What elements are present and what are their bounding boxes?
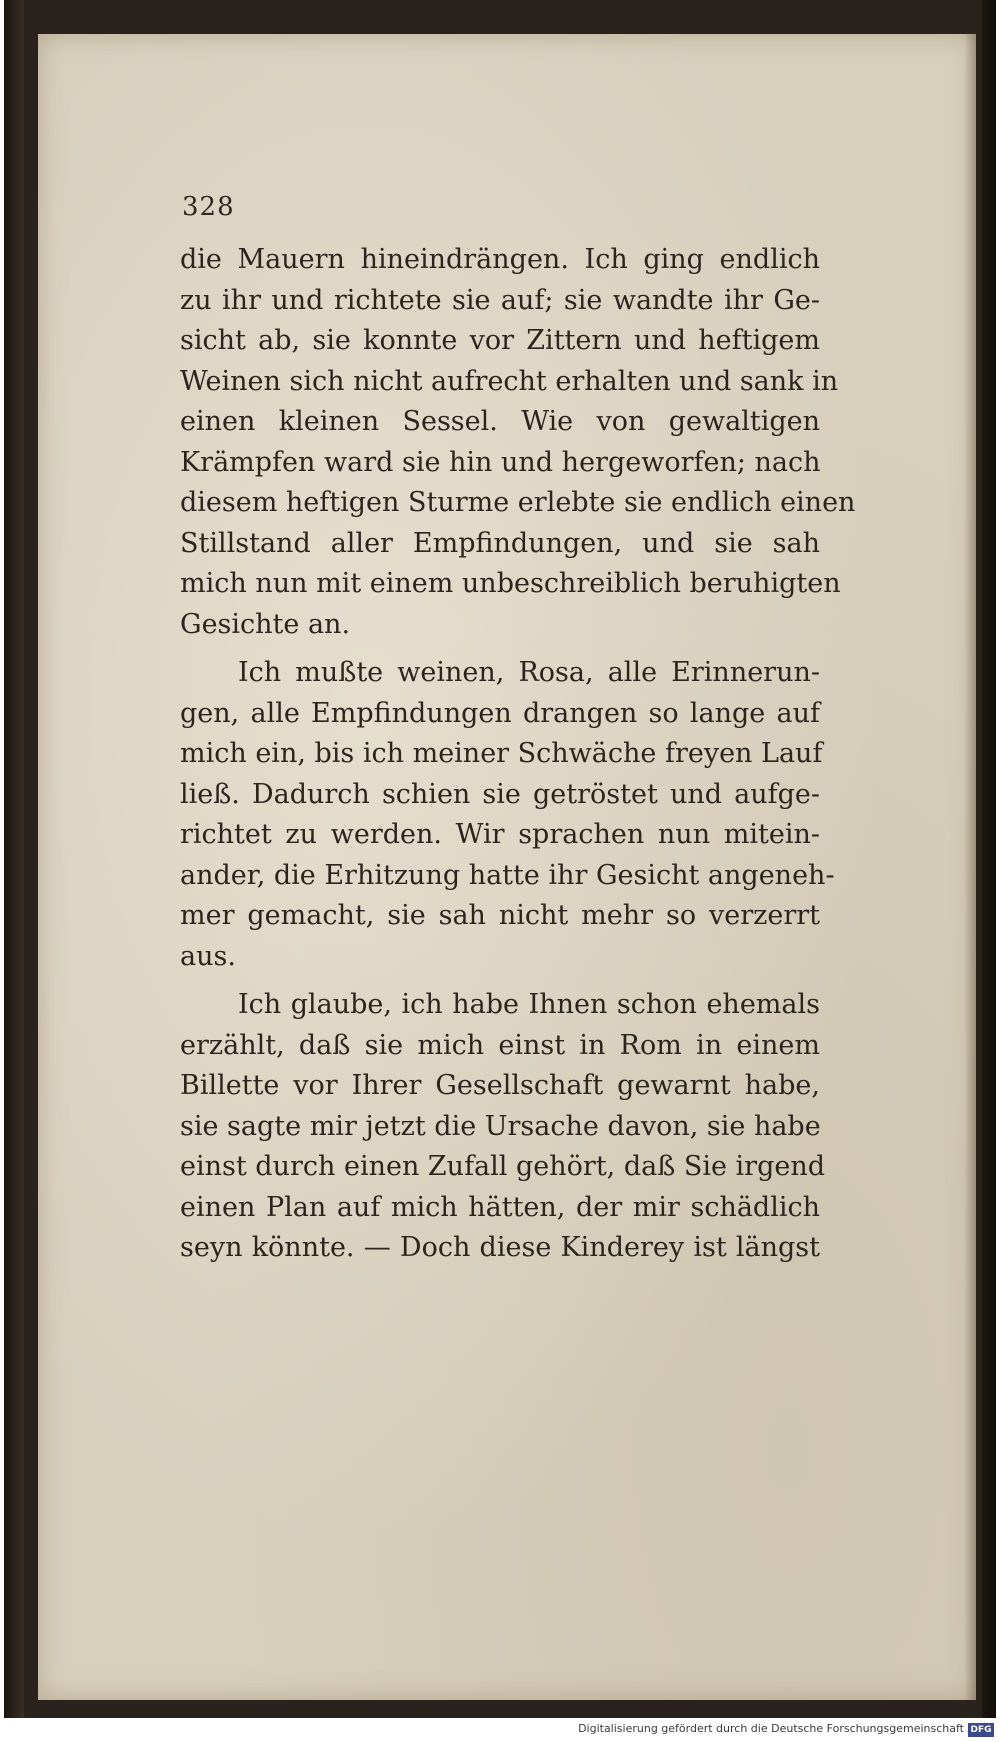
text-line: Gesichte an.: [180, 608, 351, 640]
text-line: ließ. Dadurch schien sie getröstet und aufge-: [180, 778, 820, 810]
page-number: 328: [182, 192, 235, 222]
text-line: einen kleinen Sessel. Wie von gewaltigen: [180, 406, 820, 437]
text-line: mich nun mit einem unbeschreiblich beruhigten: [180, 568, 841, 599]
text-line: einen Plan auf mich hätten, der mir schädlich: [180, 1191, 820, 1223]
text-line: Ich glaube, ich habe Ihnen schon ehemals: [238, 989, 820, 1020]
paragraph: [180, 653, 835, 977]
text-line: sie sagte mir jetzt die Ursache davon, sie habe: [180, 1110, 821, 1142]
paragraph: [180, 985, 826, 1269]
text-line: gen, alle Empfindungen drangen so lange auf: [180, 697, 820, 729]
page-text: [180, 240, 856, 1269]
text-line: mich ein, bis ich meiner Schwäche freyen Lauf: [180, 738, 823, 769]
text-line: Weinen sich nicht aufrecht erhalten und sank in: [180, 365, 839, 397]
funding-credit: Digitalisierung gefördert durch die Deutsche Forschungsgemeinschaft: [578, 1722, 964, 1735]
text-line: ander, die Erhitzung hatte ihr Gesicht angeneh-: [180, 859, 835, 891]
text-line: aus.: [180, 940, 236, 972]
paragraph: [180, 240, 856, 645]
dfg-logo-icon: DFG: [968, 1723, 994, 1737]
text-line: richtet zu werden. Wir sprachen nun mitein-: [180, 819, 820, 850]
text-line: Ich mußte weinen, Rosa, alle Erinnerun-: [238, 657, 820, 688]
page-edge-shading: [964, 34, 976, 1700]
text-line: diesem heftigen Sturme erlebte sie endlich einen: [180, 487, 856, 518]
text-line: einst durch einen Zufall gehört, daß Sie irgend: [180, 1151, 826, 1182]
text-line: erzählt, daß sie mich einst in Rom in einem: [180, 1029, 820, 1061]
text-line: sicht ab, sie konnte vor Zittern und heftigem: [180, 325, 820, 356]
text-line: Krämpfen ward sie hin und hergeworfen; nach: [180, 446, 821, 478]
text-line: Stillstand aller Empfindungen, und sie sah: [180, 527, 820, 559]
text-line: zu ihr und richtete sie auf; sie wandte ihr Ge-: [180, 284, 820, 316]
text-line: Billette vor Ihrer Gesellschaft gewarnt habe,: [180, 1070, 820, 1101]
text-line: die Mauern hineindrängen. Ich ging endlich: [180, 244, 820, 275]
text-line: mer gemacht, sie sah nicht mehr so verzerrt: [180, 900, 820, 931]
book-spine-shadow: [4, 0, 24, 1718]
book-edge-shadow: [982, 0, 996, 1718]
text-line: seyn könnte. — Doch diese Kinderey ist längst: [180, 1232, 820, 1263]
